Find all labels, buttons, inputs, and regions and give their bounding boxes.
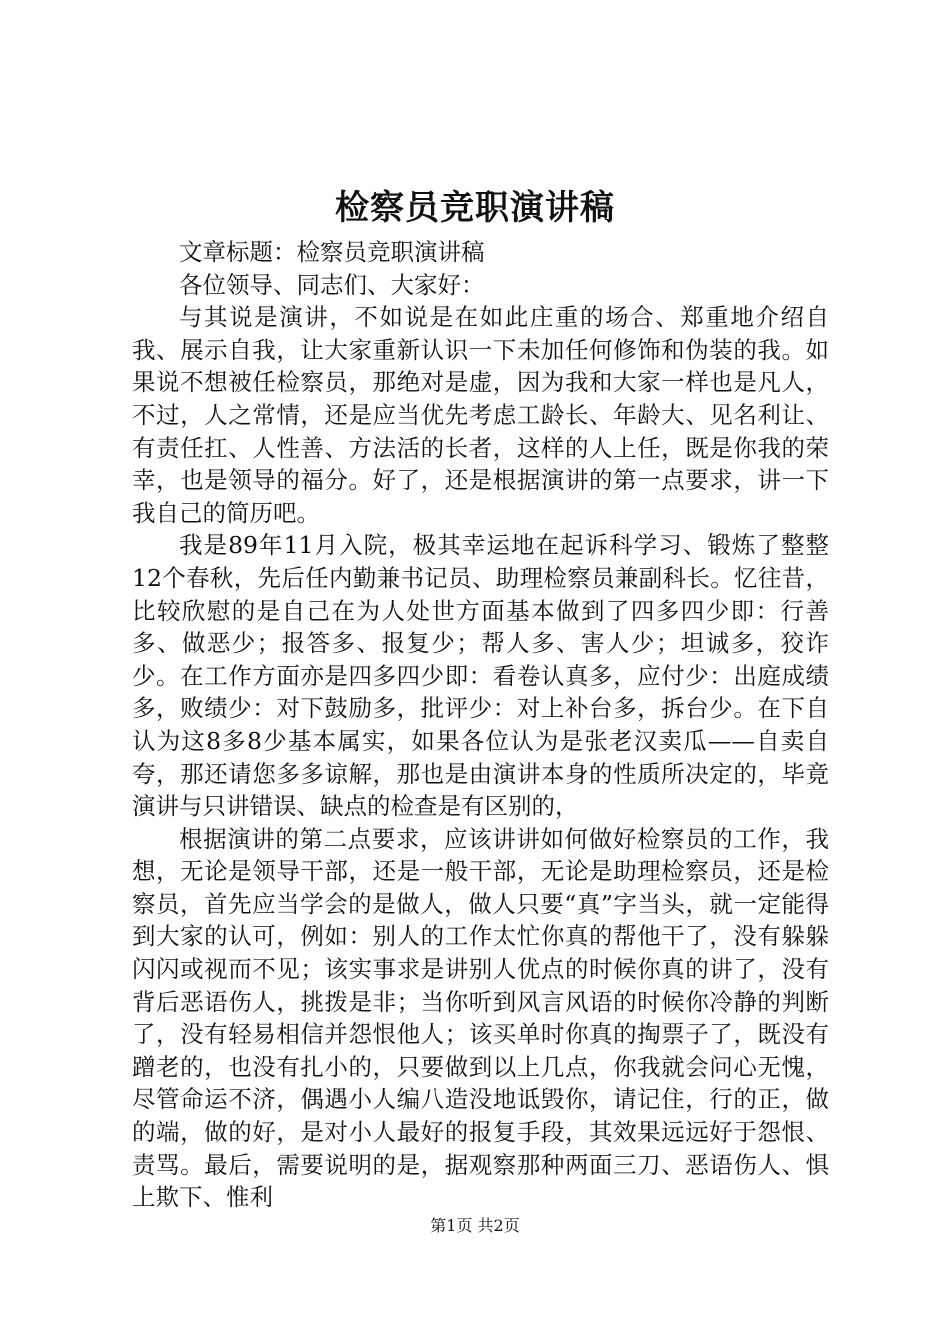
salutation: 各位领导、同志们、大家好： (179, 270, 485, 299)
document-title: 检察员竞职演讲稿 (335, 188, 615, 228)
page-number-footer: 第1页 共2页 (430, 1216, 520, 1235)
document-body (132, 236, 829, 1214)
paragraph-resume: 我是89年11月入院，极其幸运地在起诉科学习、锻炼了整整12个春秋，先后任内勤兼书记员、助理检察员兼副科长。忆往昔，比较欣慰的是自己在为人处世方面基本做到了四多四少即：行善多、做恶少；报答多、报复少；帮人多、害人少；坦诚多，狡诈少。在工作方面亦是四多四少即：看卷认真多，应付少：出庭成绩多，败绩少：对下鼓励多，批评少：对上补台多，拆台少。在下自认为这8多8少基本属实，如果各位认为是张老汉卖瓜——自卖自夸，那还请您多多谅解，那也是由演讲本身的性质所决定的，毕竟演讲与只讲错误、缺点的检查是有区别的， (132, 531, 829, 821)
paragraph-second-point: 根据演讲的第二点要求，应该讲讲如何做好检察员的工作，我想，无论是领导干部，还是一般干部，无论是助理检察员，还是检察员，首先应当学会的是做人，做人只要“真”字当头，就一定能得到大家的认可，例如：别人的工作太忙你真的帮他干了，没有躲躲闪闪或视而不见；该实事求是讲别人优点的时候你真的讲了，没有背后恶语伤人，挑拨是非；当你听到风言风语的时候你冷静的判断了，没有轻易相信并怨恨他人；该买单时你真的掏票子了，既没有蹭老的，也没有扎小的，只要做到以上几点，你我就会问心无愧，尽管命运不济，偶遇小人编八造没地诋毁你，请记住，行的正，做的端，做的好，是对小人最好的报复手段，其效果远远好于怨恨、责骂。最后，需要说明的是，据观察那种两面三刀、恶语伤人、惧上欺下、惟利 (132, 824, 829, 1212)
paragraph-intro: 与其说是演讲，不如说是在如此庄重的场合、郑重地介绍自我、展示自我，让大家重新认识一下未加任何修饰和伪装的我。如果说不想被任检察员，那绝对是虚，因为我和大家一样也是凡人，不过，人之常情，还是应当优先考虑工龄长、年龄大、见名利让、有责任扛、人性善、方法活的长者，这样的人上任，既是你我的荣幸，也是领导的福分。好了，还是根据演讲的第一点要求，讲一下我自己的简历吧。 (132, 303, 829, 527)
article-title-line: 文章标题：检察员竞职演讲稿 (179, 238, 485, 266)
